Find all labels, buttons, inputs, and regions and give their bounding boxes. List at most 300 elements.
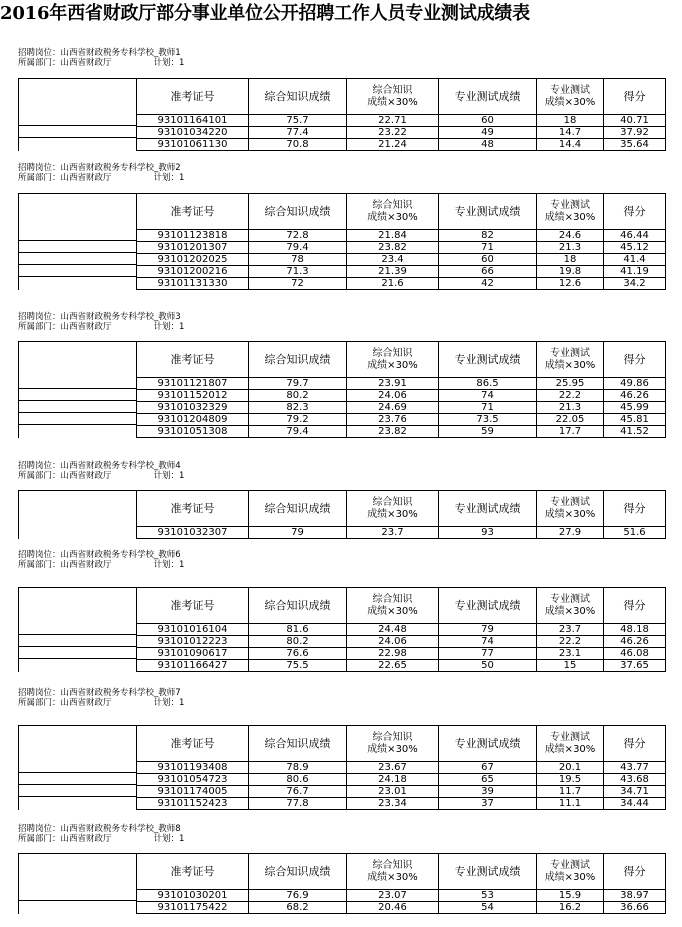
candidate-id: 93101174005 xyxy=(137,786,249,798)
knowledge-weighted-header-line1: 综合知识 xyxy=(372,859,413,871)
redacted-name-cell xyxy=(19,139,137,151)
position-label: 招聘岗位：山西省财政税务专科学校_教师4 xyxy=(18,461,181,471)
test-weighted-score: 24.6 xyxy=(537,230,604,242)
test-header: 专业测试成绩 xyxy=(439,726,537,762)
test-weighted-score: 22.2 xyxy=(537,390,604,402)
test-weighted-header-line1: 专业测试 xyxy=(550,593,590,605)
redacted-name-cell xyxy=(19,774,137,786)
position-label: 招聘岗位：山西省财政税务专科学校_教师1 xyxy=(18,48,181,58)
group-header xyxy=(18,688,184,708)
table-row xyxy=(19,414,666,426)
total-score: 46.44 xyxy=(604,230,666,242)
knowledge-score: 80.6 xyxy=(249,774,347,786)
knowledge-score: 81.6 xyxy=(249,624,347,636)
knowledge-score: 79.4 xyxy=(249,242,347,254)
redacted-name-cell xyxy=(19,527,137,539)
test-score: 82 xyxy=(439,230,537,242)
knowledge-weighted-score: 23.22 xyxy=(347,127,439,139)
plan-label: 计划：1 xyxy=(153,58,185,68)
plan-label: 计划：1 xyxy=(153,471,185,481)
candidate-id: 93101201307 xyxy=(137,242,249,254)
total-score: 40.71 xyxy=(604,115,666,127)
knowledge-weighted-score: 23.82 xyxy=(347,426,439,438)
knowledge-weighted-header xyxy=(347,342,439,378)
table-row xyxy=(19,127,666,139)
candidate-id: 93101200216 xyxy=(137,266,249,278)
department-label: 所属部门：山西省财政厅 xyxy=(18,58,112,68)
candidate-id: 93101123818 xyxy=(137,230,249,242)
test-weighted-header-line1: 专业测试 xyxy=(550,84,590,96)
knowledge-score: 70.8 xyxy=(249,139,347,151)
total-score: 37.65 xyxy=(604,660,666,672)
knowledge-header: 综合知识成绩 xyxy=(249,342,347,378)
total-header: 得分 xyxy=(604,588,666,624)
knowledge-weighted-header-line2: 成绩×30% xyxy=(367,96,418,108)
test-weighted-header-line2: 成绩×30% xyxy=(544,359,596,371)
table-row xyxy=(19,890,666,902)
knowledge-weighted-header-line1: 综合知识 xyxy=(372,347,413,359)
total-header: 得分 xyxy=(604,726,666,762)
redacted-name-cell xyxy=(19,254,137,266)
knowledge-weighted-header-line1: 综合知识 xyxy=(372,84,413,96)
score-table xyxy=(18,193,666,290)
total-header: 得分 xyxy=(604,342,666,378)
knowledge-weighted-header-line1: 综合知识 xyxy=(372,199,413,211)
table-row xyxy=(19,660,666,672)
redacted-name-cell xyxy=(19,786,137,798)
test-weighted-header-line1: 专业测试 xyxy=(550,731,590,743)
test-score: 49 xyxy=(439,127,537,139)
knowledge-weighted-header xyxy=(347,854,439,890)
department-label: 所属部门：山西省财政厅 xyxy=(18,471,112,481)
knowledge-header: 综合知识成绩 xyxy=(249,194,347,230)
knowledge-weighted-score: 24.06 xyxy=(347,390,439,402)
knowledge-weighted-header-line2: 成绩×30% xyxy=(367,508,418,520)
test-score: 50 xyxy=(439,660,537,672)
knowledge-weighted-score: 23.67 xyxy=(347,762,439,774)
total-score: 34.71 xyxy=(604,786,666,798)
table-row xyxy=(19,786,666,798)
position-label: 招聘岗位：山西省财政税务专科学校_教师3 xyxy=(18,312,181,322)
name-header-cell xyxy=(19,342,137,378)
test-header: 专业测试成绩 xyxy=(439,342,537,378)
total-score: 46.26 xyxy=(604,390,666,402)
knowledge-weighted-score: 23.4 xyxy=(347,254,439,266)
test-header: 专业测试成绩 xyxy=(439,854,537,890)
knowledge-weighted-header-line1: 综合知识 xyxy=(372,593,413,605)
redacted-name-cell xyxy=(19,115,137,127)
knowledge-weighted-score: 23.76 xyxy=(347,414,439,426)
knowledge-weighted-score: 23.07 xyxy=(347,890,439,902)
redacted-name-cell xyxy=(19,127,137,139)
total-score: 34.44 xyxy=(604,798,666,810)
score-table xyxy=(18,725,666,810)
candidate-id: 93101131330 xyxy=(137,278,249,290)
test-header: 专业测试成绩 xyxy=(439,491,537,527)
test-score: 77 xyxy=(439,648,537,660)
table-row xyxy=(19,278,666,290)
knowledge-weighted-header-line2: 成绩×30% xyxy=(367,359,418,371)
test-weighted-score: 21.3 xyxy=(537,242,604,254)
knowledge-score: 71.3 xyxy=(249,266,347,278)
total-score: 45.99 xyxy=(604,402,666,414)
table-row xyxy=(19,624,666,636)
total-header: 得分 xyxy=(604,854,666,890)
test-weighted-score: 17.7 xyxy=(537,426,604,438)
test-weighted-score: 20.1 xyxy=(537,762,604,774)
test-score: 53 xyxy=(439,890,537,902)
name-header-cell xyxy=(19,491,137,527)
knowledge-score: 72 xyxy=(249,278,347,290)
knowledge-score: 78.9 xyxy=(249,762,347,774)
table-row xyxy=(19,115,666,127)
table-row xyxy=(19,798,666,810)
total-score: 49.86 xyxy=(604,378,666,390)
page-title: 2016年西省财政厅部分事业单位公开招聘工作人员专业测试成绩表 xyxy=(0,3,530,24)
candidate-id: 93101034220 xyxy=(137,127,249,139)
candidate-id: 93101152423 xyxy=(137,798,249,810)
knowledge-weighted-score: 24.69 xyxy=(347,402,439,414)
test-weighted-score: 18 xyxy=(537,115,604,127)
table-row xyxy=(19,636,666,648)
table-row xyxy=(19,762,666,774)
name-header-cell xyxy=(19,854,137,890)
candidate-id: 93101164101 xyxy=(137,115,249,127)
table-row xyxy=(19,242,666,254)
test-weighted-score: 22.2 xyxy=(537,636,604,648)
test-weighted-header xyxy=(537,342,604,378)
knowledge-weighted-header-line2: 成绩×30% xyxy=(367,211,418,223)
id-header: 准考证号 xyxy=(137,194,249,230)
total-score: 35.64 xyxy=(604,139,666,151)
id-header: 准考证号 xyxy=(137,726,249,762)
test-weighted-score: 14.4 xyxy=(537,139,604,151)
table-row xyxy=(19,139,666,151)
redacted-name-cell xyxy=(19,390,137,402)
total-score: 41.52 xyxy=(604,426,666,438)
test-weighted-header-line2: 成绩×30% xyxy=(544,96,596,108)
test-weighted-score: 11.1 xyxy=(537,798,604,810)
test-score: 54 xyxy=(439,902,537,914)
test-header: 专业测试成绩 xyxy=(439,194,537,230)
test-score: 37 xyxy=(439,798,537,810)
plan-label: 计划：1 xyxy=(153,834,185,844)
table-row xyxy=(19,266,666,278)
name-header-cell xyxy=(19,726,137,762)
id-header: 准考证号 xyxy=(137,588,249,624)
redacted-name-cell xyxy=(19,798,137,810)
total-score: 37.92 xyxy=(604,127,666,139)
table-row xyxy=(19,648,666,660)
redacted-name-cell xyxy=(19,230,137,242)
table-row xyxy=(19,390,666,402)
total-score: 36.66 xyxy=(604,902,666,914)
total-score: 41.4 xyxy=(604,254,666,266)
test-weighted-header-line2: 成绩×30% xyxy=(544,508,596,520)
position-label: 招聘岗位：山西省财政税务专科学校_教师6 xyxy=(18,550,181,560)
test-weighted-header-line1: 专业测试 xyxy=(550,347,590,359)
candidate-id: 93101061130 xyxy=(137,139,249,151)
position-label: 招聘岗位：山西省财政税务专科学校_教师2 xyxy=(18,163,181,173)
candidate-id: 93101054723 xyxy=(137,774,249,786)
test-weighted-score: 19.8 xyxy=(537,266,604,278)
total-header: 得分 xyxy=(604,79,666,115)
redacted-name-cell xyxy=(19,660,137,672)
test-weighted-header-line2: 成绩×30% xyxy=(544,743,596,755)
group-header xyxy=(18,824,184,844)
test-weighted-header xyxy=(537,854,604,890)
knowledge-score: 79.7 xyxy=(249,378,347,390)
table-header-row xyxy=(19,342,666,378)
knowledge-weighted-score: 21.84 xyxy=(347,230,439,242)
knowledge-weighted-score: 22.71 xyxy=(347,115,439,127)
redacted-name-cell xyxy=(19,402,137,414)
candidate-id: 93101030201 xyxy=(137,890,249,902)
test-score: 48 xyxy=(439,139,537,151)
test-weighted-header xyxy=(537,194,604,230)
knowledge-score: 78 xyxy=(249,254,347,266)
knowledge-weighted-header xyxy=(347,588,439,624)
table-row xyxy=(19,774,666,786)
knowledge-weighted-score: 21.24 xyxy=(347,139,439,151)
knowledge-weighted-score: 21.39 xyxy=(347,266,439,278)
redacted-name-cell xyxy=(19,278,137,290)
knowledge-score: 77.4 xyxy=(249,127,347,139)
knowledge-score: 76.9 xyxy=(249,890,347,902)
table-header-row xyxy=(19,588,666,624)
candidate-id: 93101204809 xyxy=(137,414,249,426)
knowledge-weighted-header-line1: 综合知识 xyxy=(372,496,413,508)
knowledge-header: 综合知识成绩 xyxy=(249,79,347,115)
candidate-id: 93101016104 xyxy=(137,624,249,636)
table-header-row xyxy=(19,194,666,230)
test-score: 74 xyxy=(439,390,537,402)
group-header xyxy=(18,48,184,68)
plan-label: 计划：1 xyxy=(153,560,185,570)
department-label: 所属部门：山西省财政厅 xyxy=(18,698,112,708)
position-label: 招聘岗位：山西省财政税务专科学校_教师7 xyxy=(18,688,181,698)
total-score: 34.2 xyxy=(604,278,666,290)
test-weighted-score: 21.3 xyxy=(537,402,604,414)
position-label: 招聘岗位：山西省财政税务专科学校_教师8 xyxy=(18,824,181,834)
test-score: 66 xyxy=(439,266,537,278)
group-header xyxy=(18,461,184,481)
table-row xyxy=(19,527,666,539)
test-score: 71 xyxy=(439,242,537,254)
table-row xyxy=(19,402,666,414)
knowledge-weighted-score: 23.82 xyxy=(347,242,439,254)
knowledge-score: 75.5 xyxy=(249,660,347,672)
test-weighted-header-line1: 专业测试 xyxy=(550,496,590,508)
total-score: 45.12 xyxy=(604,242,666,254)
candidate-id: 93101193408 xyxy=(137,762,249,774)
test-score: 60 xyxy=(439,115,537,127)
test-weighted-score: 27.9 xyxy=(537,527,604,539)
redacted-name-cell xyxy=(19,624,137,636)
test-weighted-score: 23.7 xyxy=(537,624,604,636)
department-label: 所属部门：山西省财政厅 xyxy=(18,560,112,570)
candidate-id: 93101202025 xyxy=(137,254,249,266)
test-score: 86.5 xyxy=(439,378,537,390)
score-table xyxy=(18,490,666,539)
department-label: 所属部门：山西省财政厅 xyxy=(18,173,112,183)
test-weighted-score: 18 xyxy=(537,254,604,266)
test-weighted-header-line1: 专业测试 xyxy=(550,199,590,211)
knowledge-header: 综合知识成绩 xyxy=(249,491,347,527)
knowledge-weighted-header xyxy=(347,491,439,527)
redacted-name-cell xyxy=(19,266,137,278)
test-weighted-score: 22.05 xyxy=(537,414,604,426)
test-score: 93 xyxy=(439,527,537,539)
knowledge-weighted-score: 22.98 xyxy=(347,648,439,660)
test-weighted-header xyxy=(537,491,604,527)
knowledge-weighted-score: 23.01 xyxy=(347,786,439,798)
test-score: 79 xyxy=(439,624,537,636)
name-header-cell xyxy=(19,194,137,230)
test-weighted-score: 23.1 xyxy=(537,648,604,660)
plan-label: 计划：1 xyxy=(153,173,185,183)
score-table xyxy=(18,78,666,151)
knowledge-weighted-header-line2: 成绩×30% xyxy=(367,743,418,755)
knowledge-weighted-header xyxy=(347,79,439,115)
id-header: 准考证号 xyxy=(137,491,249,527)
knowledge-score: 68.2 xyxy=(249,902,347,914)
name-header-cell xyxy=(19,588,137,624)
knowledge-weighted-header-line2: 成绩×30% xyxy=(367,871,418,883)
test-score: 60 xyxy=(439,254,537,266)
test-header: 专业测试成绩 xyxy=(439,79,537,115)
candidate-id: 93101121807 xyxy=(137,378,249,390)
id-header: 准考证号 xyxy=(137,342,249,378)
test-weighted-score: 15 xyxy=(537,660,604,672)
test-weighted-score: 14.7 xyxy=(537,127,604,139)
table-header-row xyxy=(19,491,666,527)
total-header: 得分 xyxy=(604,491,666,527)
test-weighted-score: 15.9 xyxy=(537,890,604,902)
knowledge-weighted-score: 23.34 xyxy=(347,798,439,810)
knowledge-weighted-header xyxy=(347,194,439,230)
knowledge-score: 75.7 xyxy=(249,115,347,127)
redacted-name-cell xyxy=(19,902,137,914)
redacted-name-cell xyxy=(19,414,137,426)
table-header-row xyxy=(19,854,666,890)
candidate-id: 93101032307 xyxy=(137,527,249,539)
table-row xyxy=(19,254,666,266)
total-score: 43.68 xyxy=(604,774,666,786)
test-weighted-header-line1: 专业测试 xyxy=(550,859,590,871)
knowledge-header: 综合知识成绩 xyxy=(249,588,347,624)
id-header: 准考证号 xyxy=(137,854,249,890)
total-score: 46.08 xyxy=(604,648,666,660)
test-weighted-header xyxy=(537,79,604,115)
test-score: 74 xyxy=(439,636,537,648)
redacted-name-cell xyxy=(19,426,137,438)
redacted-name-cell xyxy=(19,890,137,902)
total-score: 41.19 xyxy=(604,266,666,278)
knowledge-score: 79.2 xyxy=(249,414,347,426)
test-weighted-score: 25.95 xyxy=(537,378,604,390)
total-score: 38.97 xyxy=(604,890,666,902)
group-header xyxy=(18,550,184,570)
table-row xyxy=(19,230,666,242)
test-header: 专业测试成绩 xyxy=(439,588,537,624)
total-header: 得分 xyxy=(604,194,666,230)
test-weighted-header-line2: 成绩×30% xyxy=(544,871,596,883)
knowledge-score: 72.8 xyxy=(249,230,347,242)
test-score: 67 xyxy=(439,762,537,774)
test-weighted-header xyxy=(537,726,604,762)
department-label: 所属部门：山西省财政厅 xyxy=(18,834,112,844)
candidate-id: 93101032329 xyxy=(137,402,249,414)
candidate-id: 93101051308 xyxy=(137,426,249,438)
knowledge-weighted-score: 23.7 xyxy=(347,527,439,539)
total-score: 48.18 xyxy=(604,624,666,636)
knowledge-weighted-header-line1: 综合知识 xyxy=(372,731,413,743)
total-score: 51.6 xyxy=(604,527,666,539)
candidate-id: 93101012223 xyxy=(137,636,249,648)
group-header xyxy=(18,163,184,183)
knowledge-weighted-score: 22.65 xyxy=(347,660,439,672)
candidate-id: 93101166427 xyxy=(137,660,249,672)
test-weighted-score: 16.2 xyxy=(537,902,604,914)
table-row xyxy=(19,902,666,914)
knowledge-weighted-header xyxy=(347,726,439,762)
test-score: 39 xyxy=(439,786,537,798)
department-label: 所属部门：山西省财政厅 xyxy=(18,322,112,332)
redacted-name-cell xyxy=(19,378,137,390)
knowledge-score: 76.7 xyxy=(249,786,347,798)
plan-label: 计划：1 xyxy=(153,322,185,332)
test-score: 71 xyxy=(439,402,537,414)
score-table xyxy=(18,853,666,914)
table-header-row xyxy=(19,79,666,115)
knowledge-header: 综合知识成绩 xyxy=(249,854,347,890)
test-weighted-header-line2: 成绩×30% xyxy=(544,211,596,223)
table-row xyxy=(19,378,666,390)
redacted-name-cell xyxy=(19,242,137,254)
knowledge-score: 80.2 xyxy=(249,390,347,402)
knowledge-score: 77.8 xyxy=(249,798,347,810)
knowledge-weighted-header-line2: 成绩×30% xyxy=(367,605,418,617)
redacted-name-cell xyxy=(19,762,137,774)
name-header-cell xyxy=(19,79,137,115)
total-score: 45.81 xyxy=(604,414,666,426)
table-row xyxy=(19,426,666,438)
knowledge-weighted-score: 24.18 xyxy=(347,774,439,786)
test-score: 73.5 xyxy=(439,414,537,426)
knowledge-score: 82.3 xyxy=(249,402,347,414)
redacted-name-cell xyxy=(19,636,137,648)
test-weighted-score: 12.6 xyxy=(537,278,604,290)
knowledge-header: 综合知识成绩 xyxy=(249,726,347,762)
score-table xyxy=(18,341,666,438)
knowledge-weighted-score: 20.46 xyxy=(347,902,439,914)
score-table xyxy=(18,587,666,672)
candidate-id: 93101090617 xyxy=(137,648,249,660)
test-weighted-header-line2: 成绩×30% xyxy=(544,605,596,617)
knowledge-score: 79 xyxy=(249,527,347,539)
test-score: 59 xyxy=(439,426,537,438)
test-score: 65 xyxy=(439,774,537,786)
table-header-row xyxy=(19,726,666,762)
total-score: 46.26 xyxy=(604,636,666,648)
knowledge-score: 76.6 xyxy=(249,648,347,660)
candidate-id: 93101175422 xyxy=(137,902,249,914)
test-weighted-score: 11.7 xyxy=(537,786,604,798)
test-weighted-header xyxy=(537,588,604,624)
knowledge-weighted-score: 23.91 xyxy=(347,378,439,390)
id-header: 准考证号 xyxy=(137,79,249,115)
